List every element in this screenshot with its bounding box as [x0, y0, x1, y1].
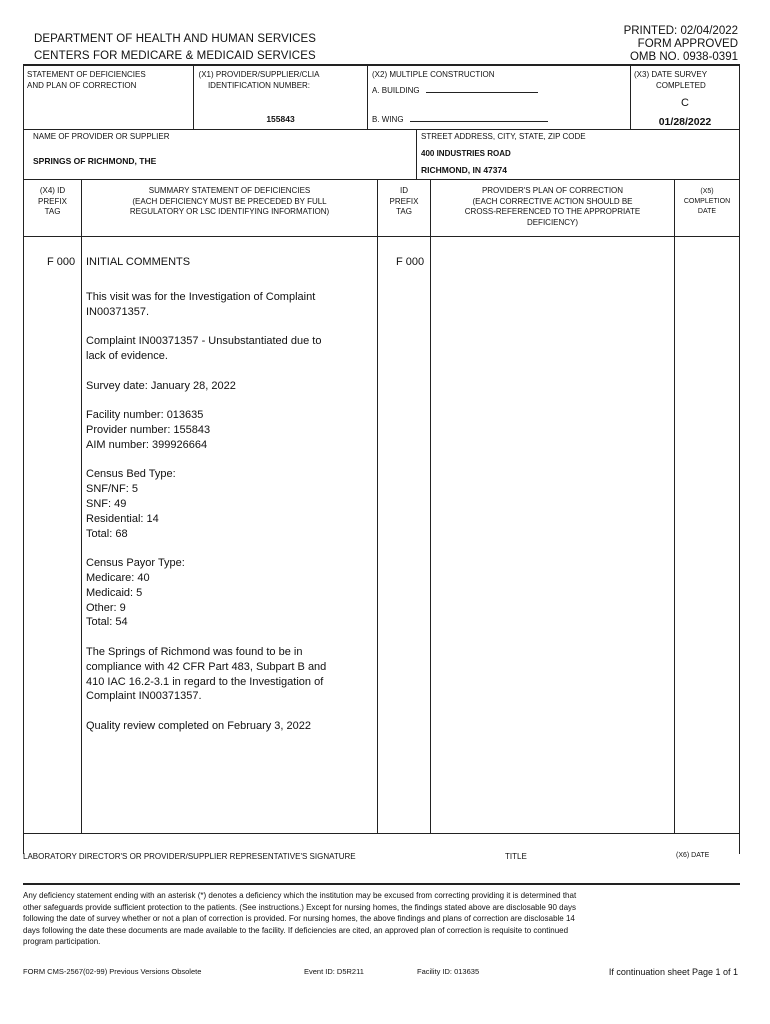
provider-name: SPRINGS OF RICHMOND, THE [33, 156, 157, 166]
address-line-1: 400 INDUSTRIES ROAD [421, 149, 511, 158]
printed-date: PRINTED: 02/04/2022 [623, 25, 738, 37]
survey-date: 01/28/2022 [658, 116, 712, 128]
page-indicator: If continuation sheet Page 1 of 1 [608, 967, 738, 977]
provider-name-label: NAME OF PROVIDER OR SUPPLIER [33, 132, 170, 141]
section-title: INITIAL COMMENTS [86, 256, 191, 268]
provider-id-number: 155843 [266, 114, 295, 124]
event-id: Event ID: D5R211 [304, 967, 364, 976]
address-line-2: RICHMOND, IN 47374 [421, 165, 507, 175]
summary-header: SUMMARY STATEMENT OF DEFICIENCIES (EACH DEFICIENCY MUST BE PRECEDED BY FULL REGULATORY OR LSC IDENTIFYING INFORMATION) [129, 186, 330, 216]
wing-field: B. WING [372, 113, 548, 126]
paragraph-census-payor: Census Payor Type: Medicare: 40 Medicaid: 5 Other: 9 Total: 54 [86, 557, 185, 629]
paragraph-visit: This visit was for the Investigation of Complaint IN00371357. [86, 290, 316, 318]
paragraph-quality-review: Quality review completed on February 3, 2022 [86, 719, 312, 732]
address-label: STREET ADDRESS, CITY, STATE, ZIP CODE [421, 132, 586, 141]
paragraph-survey-date: Survey date: January 28, 2022 [86, 379, 236, 392]
date-label: (X6) DATE [676, 852, 710, 859]
facility-id: Facility ID: 013635 [417, 967, 480, 976]
statement-label: STATEMENT OF DEFICIENCIES AND PLAN OF CORRECTION [27, 70, 146, 90]
survey-type-letter: C [681, 97, 689, 109]
omb-number: OMB NO. 0938-0391 [629, 51, 738, 63]
signature-label: LABORATORY DIRECTOR'S OR PROVIDER/SUPPLIER REPRESENTATIVE'S SIGNATURE [23, 852, 356, 861]
form-number: FORM CMS-2567(02-99) Previous Versions Obsolete [23, 967, 202, 976]
paragraph-compliance: The Springs of Richmond was found to be in compliance with 42 CFR Part 483, Subpart B and 410 IAC 16.2-3.1 in regard to the Investigation of Complaint IN00371357. [86, 645, 327, 703]
disclaimer: Any deficiency statement ending with an asterisk (*) denotes a deficiency which the institution may be excused from correcting providing it is determined that other safeguards provide sufficient protection to the patients. (See instructions.) Except for nursing homes, the findings stated above are disclosable 90 days following the date of survey whether or not a plan of correction is provided. For nursing homes, the above findings and plans of correction are disclosable 14 days following the date these documents are made available to the facility. If deficiencies are cited, an approved plan of correction is requisite to continued program participation. [23, 891, 577, 947]
table-top-border [23, 64, 740, 66]
paragraph-census-bed: Census Bed Type: SNF/NF: 5 SNF: 49 Residential: 14 Total: 68 [86, 468, 176, 540]
x2-label: (X2) MULTIPLE CONSTRUCTION [372, 70, 495, 79]
x4-header: (X4) ID PREFIX TAG [38, 186, 67, 216]
paragraph-complaint: Complaint IN00371357 - Unsubstantiated due to lack of evidence. [86, 335, 322, 362]
form-approved: FORM APPROVED [637, 38, 738, 50]
left-tag: F 000 [47, 256, 76, 268]
table-left-border [23, 64, 24, 854]
x3-label: (X3) DATE SURVEY COMPLETED [634, 70, 708, 90]
plan-header: PROVIDER'S PLAN OF CORRECTION (EACH CORRECTIVE ACTION SHOULD BE CROSS-REFERENCED TO THE APPROPRIATE DEFICIENCY) [464, 186, 641, 227]
right-tag: F 000 [396, 256, 425, 268]
id-prefix-header: ID PREFIX TAG [389, 186, 419, 216]
department-line-2: CENTERS FOR MEDICARE & MEDICAID SERVICES [34, 50, 316, 62]
table-right-border [739, 64, 740, 854]
x1-label: (X1) PROVIDER/SUPPLIER/CLIA IDENTIFICATION NUMBER: [198, 70, 320, 90]
building-field: A. BUILDING [372, 84, 538, 97]
deficiency-text [86, 255, 372, 749]
paragraph-facility-numbers: Facility number: 013635 Provider number: 155843 AIM number: 399926664 [86, 409, 211, 451]
x5-header: (X5) COMPLETION DATE [683, 188, 731, 215]
title-label: TITLE [505, 852, 527, 861]
department-line-1: DEPARTMENT OF HEALTH AND HUMAN SERVICES [34, 33, 317, 45]
